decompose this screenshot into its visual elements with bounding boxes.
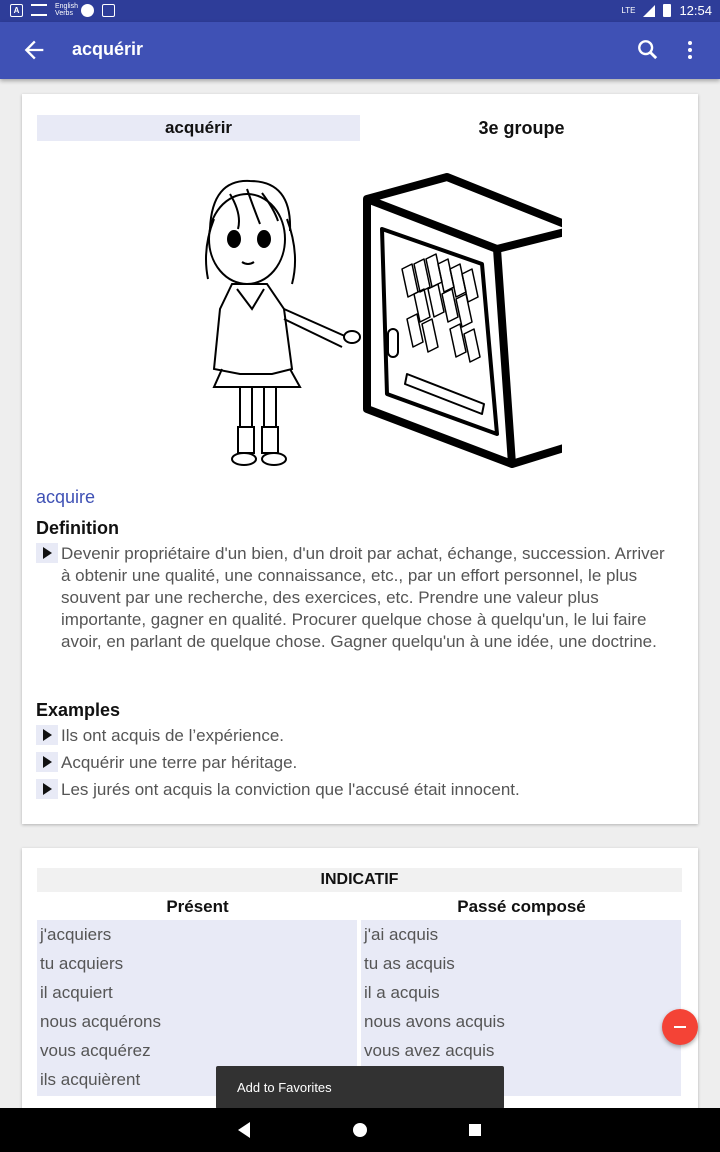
- examples-heading: Examples: [36, 700, 121, 720]
- nav-recents-icon[interactable]: [469, 1124, 481, 1136]
- nav-back-icon[interactable]: [238, 1122, 250, 1138]
- system-nav-bar: [0, 1108, 720, 1152]
- verb-group: 3e groupe: [478, 118, 565, 138]
- example-item: [36, 779, 676, 806]
- sd-card-icon: [102, 4, 115, 17]
- overflow-menu-button[interactable]: [676, 36, 704, 64]
- sync-icon: [81, 4, 94, 17]
- mood-header: INDICATIF: [37, 868, 682, 892]
- play-example-icon[interactable]: [36, 725, 58, 745]
- more-vert-dot: [688, 55, 692, 59]
- system-icons: [621, 3, 712, 18]
- clock: 12:54: [679, 3, 712, 18]
- conjugation-form: tu acquiers: [40, 954, 124, 973]
- more-vert-icon: [688, 41, 692, 45]
- definition-row: [36, 543, 676, 653]
- arrow-back-icon: [20, 36, 48, 64]
- document-icon: [31, 4, 47, 16]
- conjugation-form: j'ai acquis: [364, 925, 439, 944]
- example-text: Acquérir une terre par héritage.: [61, 753, 298, 772]
- snackbar: Add to Favorites: [216, 1066, 504, 1109]
- conjugation-form: vous acquérez: [40, 1041, 151, 1060]
- search-icon: [634, 36, 662, 64]
- verb-infinitive: acquérir: [37, 115, 360, 141]
- search-button[interactable]: [634, 36, 662, 64]
- play-example-icon[interactable]: [36, 779, 58, 799]
- network-type: LTE: [621, 6, 636, 15]
- app-bar: [0, 22, 720, 79]
- conjugation-form: j'acquiers: [40, 925, 112, 944]
- conjugation-form: tu as acquis: [364, 954, 455, 973]
- play-example-icon[interactable]: [36, 752, 58, 772]
- definition-heading: Definition: [36, 518, 119, 538]
- conjugation-form: il acquiert: [40, 983, 113, 1002]
- remove-favorite-button[interactable]: [662, 1009, 698, 1045]
- examples-list: [36, 725, 676, 806]
- example-text: Ils ont acquis de l’expérience.: [61, 726, 285, 745]
- conjugation-form: ils acquièrent: [40, 1070, 141, 1089]
- notification-icons: [10, 3, 115, 17]
- play-definition-icon[interactable]: [36, 543, 58, 563]
- signal-icon: [643, 5, 655, 17]
- verb-info-card: [22, 94, 698, 824]
- example-item: [36, 725, 676, 752]
- verb-illustration: [192, 169, 562, 474]
- conjugation-form: nous avons acquis: [364, 1012, 505, 1031]
- conjugation-form: vous avez acquis: [364, 1041, 495, 1060]
- example-item: [36, 752, 676, 779]
- conjugation-form: il a acquis: [364, 983, 440, 1002]
- definition-text: Devenir propriétaire d'un bien, d'un droit par achat, échange, succession. Arriver à obtenir une qualité, une connaissance, etc., par un effort personnel, le plus souvent par une recherche, des exercices, etc. Prendre une valeur plus importante, gagner en qualité. Procurer quelque chose à quelqu'un, le lui faire avoir, en parlant de quelque chose. Gagner quelqu'un à une idée, une doctrine.: [61, 544, 665, 651]
- example-text: Les jurés ont acquis la conviction que l'accusé était innocent.: [61, 780, 520, 799]
- app-a-icon: A: [10, 4, 23, 17]
- nav-home-icon[interactable]: [353, 1123, 367, 1137]
- tense-header-left: Présent: [166, 897, 229, 916]
- verbs-app-icon: English Verbs: [55, 3, 78, 17]
- tense-header-right: Passé composé: [457, 897, 586, 916]
- status-bar: [0, 0, 720, 22]
- conjugation-form: nous acquérons: [40, 1012, 161, 1031]
- page-title: acquérir: [72, 39, 144, 59]
- translation: acquire: [36, 487, 96, 507]
- battery-icon: [663, 4, 671, 17]
- more-vert-dot: [688, 48, 692, 52]
- back-button[interactable]: [20, 36, 48, 64]
